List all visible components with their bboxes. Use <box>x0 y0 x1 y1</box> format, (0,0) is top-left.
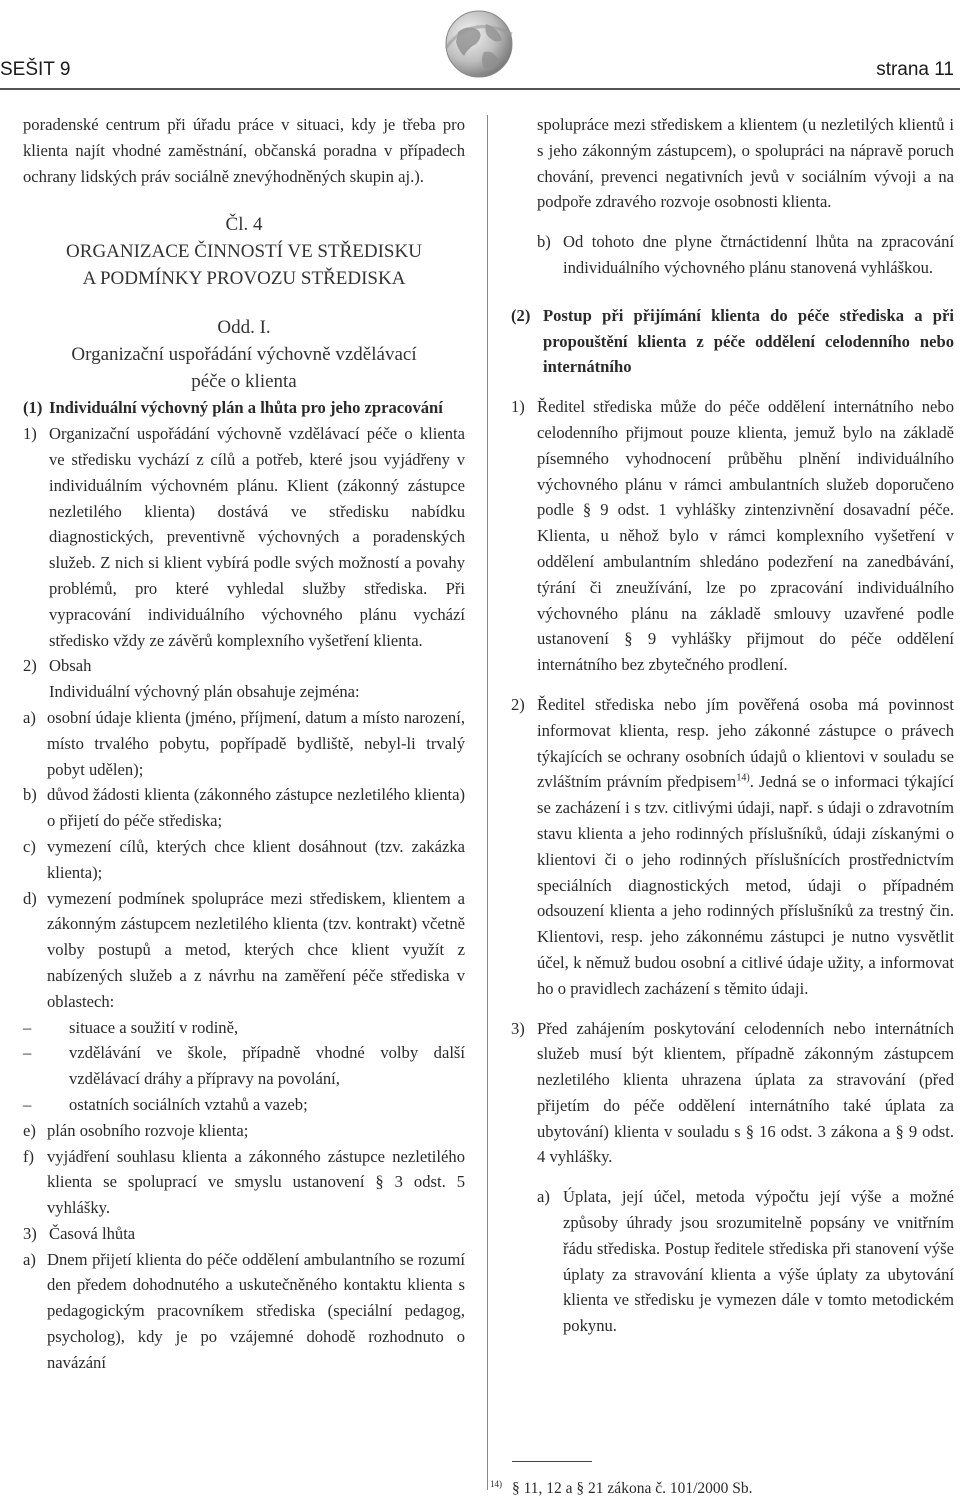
right-item-3: 3) Před zahájením poskytování celodenních nebo internátních služeb musí být klientem, případně zákonným zástupcem nezletilého klienta uhrazena úplata za stravování (před přijetím do péče oddělení internátního také úplata za ubytování) klienta v souladu s § 16 odst. 3 zákona a § 9 odst. 4 vyhlášky. <box>511 1018 954 1167</box>
journal-issue: SEŠIT 9 <box>0 59 71 80</box>
right-item-2: 2) Ředitel střediska nebo jím pověřená osoba má povinnost informovat klienta, resp. jeho zákonné zástupce o právech týkajících se ochrany osobních údajů o klientovi v souladu se zvláštním právním předpisem$^{14)}$. Jedná se o informaci týkající se zacházení i s tzv. citlivými údaji, např. s údaji o zdravotním stavu klienta a jeho rodinných příslušníků, údaji získanými o klientovi či o jeho rodinných příslušnících prostřednictvím speciálních diagnostických metod, údaji o případném odsouzení klienta a jeho rodinných příslušníků za trestný čin. Klientovi, resp. jeho zákonnému zástupci je nutno vysvětlit účel, k němuž budou osobní a citlivé údaje užity, a informovat ho o pravidlech zacházení s těmito údaji. <box>511 694 954 998</box>
article-title-line2: A PODMÍNKY PROVOZU STŘEDISKA <box>82 268 406 290</box>
list-item-3b: b) Od tohoto dne plyne čtrnáctidenní lhůta na zpracování individuálního výchovného plánu stanovená vyhláškou. <box>537 232 954 277</box>
article-number: Čl. 4 <box>225 214 263 236</box>
section-number: Odd. I. <box>217 317 271 339</box>
list-item-c: c) vymezení cílů, kterých chce klient dosáhnout (tzv. zakázka klienta); <box>23 836 465 882</box>
footnote-mark: 14) <box>490 1479 502 1489</box>
item-3: 3) Časová lhůta <box>23 1223 136 1243</box>
intro-paragraph: poradenské centrum při úřadu práce v situaci, kdy je třeba pro klienta najít vhodné zaměstnání, občanská poradna v případech ochrany lidských práv sociálně znevýhodněných skupin aj.). <box>23 115 465 186</box>
footnote-rule <box>512 1461 592 1462</box>
column-divider <box>487 115 488 1490</box>
list-item-d: d) vymezení podmínek spolupráce mezi střediskem, klientem a zákonným zástupcem nezletilého klienta (tzv. kontrakt) včetně volby postupů a metod, kterých chce klient využít z nabízených služeb a z návrhu na zaměření péče střediska v oblastech: <box>23 888 465 1011</box>
dash-item-1: – situace a soužití v rodině, <box>23 1017 239 1037</box>
footnote-reference: 14) <box>736 772 750 784</box>
subsection-2-heading: (2) Postup při přijímání klienta do péče střediska a při propouštění klienta z péče oddělení celodenního nebo internátního <box>511 305 954 377</box>
item-2: 2) Obsah <box>23 656 92 676</box>
right-list-item-a: a) Úplata, její účel, metoda výpočtu její výše a možné způsoby úhrady jsou srozumitelně popsány ve vnitřním řádu střediska. Postup ředitele střediska při stanovení výše úplaty za stravování klienta a výše úplaty za ubytování klienta ve středisku je vymezen dále v tomto metodickém pokynu. <box>537 1187 954 1336</box>
list-item-a: a) osobní údaje klienta (jméno, příjmení, datum a místo narození, místo trvalého pobytu, popřípadě bydliště, nebyl-li trvalý pobyt udělen); <box>23 707 465 779</box>
page-number: strana 11 <box>876 59 954 80</box>
list-item-b: b) důvod žádosti klienta (zákonného zástupce nezletilého klienta) o přijetí do péče střediska; <box>23 785 465 831</box>
right-item-1: 1) Ředitel střediska může do péče oddělení internátního nebo celodenního přijmout pouze klienta, jemuž bylo na základě písemného vyhodnocení průběhu plnění individuálního výchovného plánu v rámci ambulantních služeb doporučeno podle § 9 odst. 1 vyhlášky zintenzivnění dosavadní péče. Klienta, u něhož bylo v rámci komplexního vyšetření v oddělení ambulantním shledáno podezření na zanedbávání, týrání či zneužívání, lze po zpracování individuálního výchovného plánu na základě smlouvy uzavřené podle ustanovení § 9 vyhlášky přijmout do péče oddělení internátního bez zbytečného prodlení. <box>511 397 954 675</box>
continued-paragraph: spolupráce mezi střediskem a klientem (u nezletilých klientů i s jeho zákonným zástupcem), o spolupráci na nápravě poruch chování, prevenci negativních jevů v sociálním vývoji a na podpoře zdravého rozvoje osobnosti klienta. <box>537 115 954 212</box>
plan-contents-list <box>23 705 465 1221</box>
item-2-intro: Individuální výchovný plán obsahuje zejména: <box>49 682 360 702</box>
article-title-line1: ORGANIZACE ČINNOSTÍ VE STŘEDISKU <box>66 241 422 263</box>
item-1: 1) Organizační uspořádání výchovně vzdělávací péče o klienta ve středisku vychází z cílů a potřeb, které jsou vyjádřeny v individuálním výchovném plánu. Klient (zákonný zástupce nezletilého klienta) dostává ve středisku nabídku diagnostických, preventivně výchovných a poradenských služeb. Z nich si klient vybírá podle svých možností a povahy problémů, pro které vyhledal služby střediska. Při vypracování individuálního výchovného plánu vychází středisko vždy ze závěrů komplexního vyšetření klienta. <box>23 424 465 650</box>
footnote-text: § 11, 12 a § 21 zákona č. 101/2000 Sb. <box>512 1480 753 1498</box>
dash-item-2: – vzdělávání ve škole, případně vhodné volby další vzdělávací dráhy a přípravy na povolání, <box>23 1043 465 1089</box>
globe-icon <box>440 4 518 84</box>
left-column <box>23 112 465 1376</box>
list-item-3a: a) Dnem přijetí klienta do péče oddělení ambulantního se rozumí den předem dohodnutého a uskutečněného kontaktu klienta s pedagogickým pracovníkem střediska (speciální pedagog, psycholog), kdy je po vzájemné dohodě rozhodnuto o navázání <box>23 1249 465 1372</box>
list-item-f: f) vyjádření souhlasu klienta a zákonného zástupce nezletilého klienta se spoluprací ve smyslu ustanovení § 3 odst. 5 vyhlášky. <box>23 1146 465 1218</box>
section-title-line2: péče o klienta <box>191 371 297 393</box>
footnote <box>490 1474 753 1499</box>
list-item-e: e) plán osobního rozvoje klienta; <box>23 1120 249 1140</box>
subsection-1-heading: (1) Individuální výchovný plán a lhůta pro jeho zpracování <box>23 398 443 418</box>
dash-item-3: – ostatních sociálních vztahů a vazeb; <box>23 1094 308 1114</box>
section-title-line1: Organizační uspořádání výchovně vzdělávací <box>71 344 417 366</box>
right-column <box>511 112 954 1339</box>
header-rule <box>0 88 960 90</box>
